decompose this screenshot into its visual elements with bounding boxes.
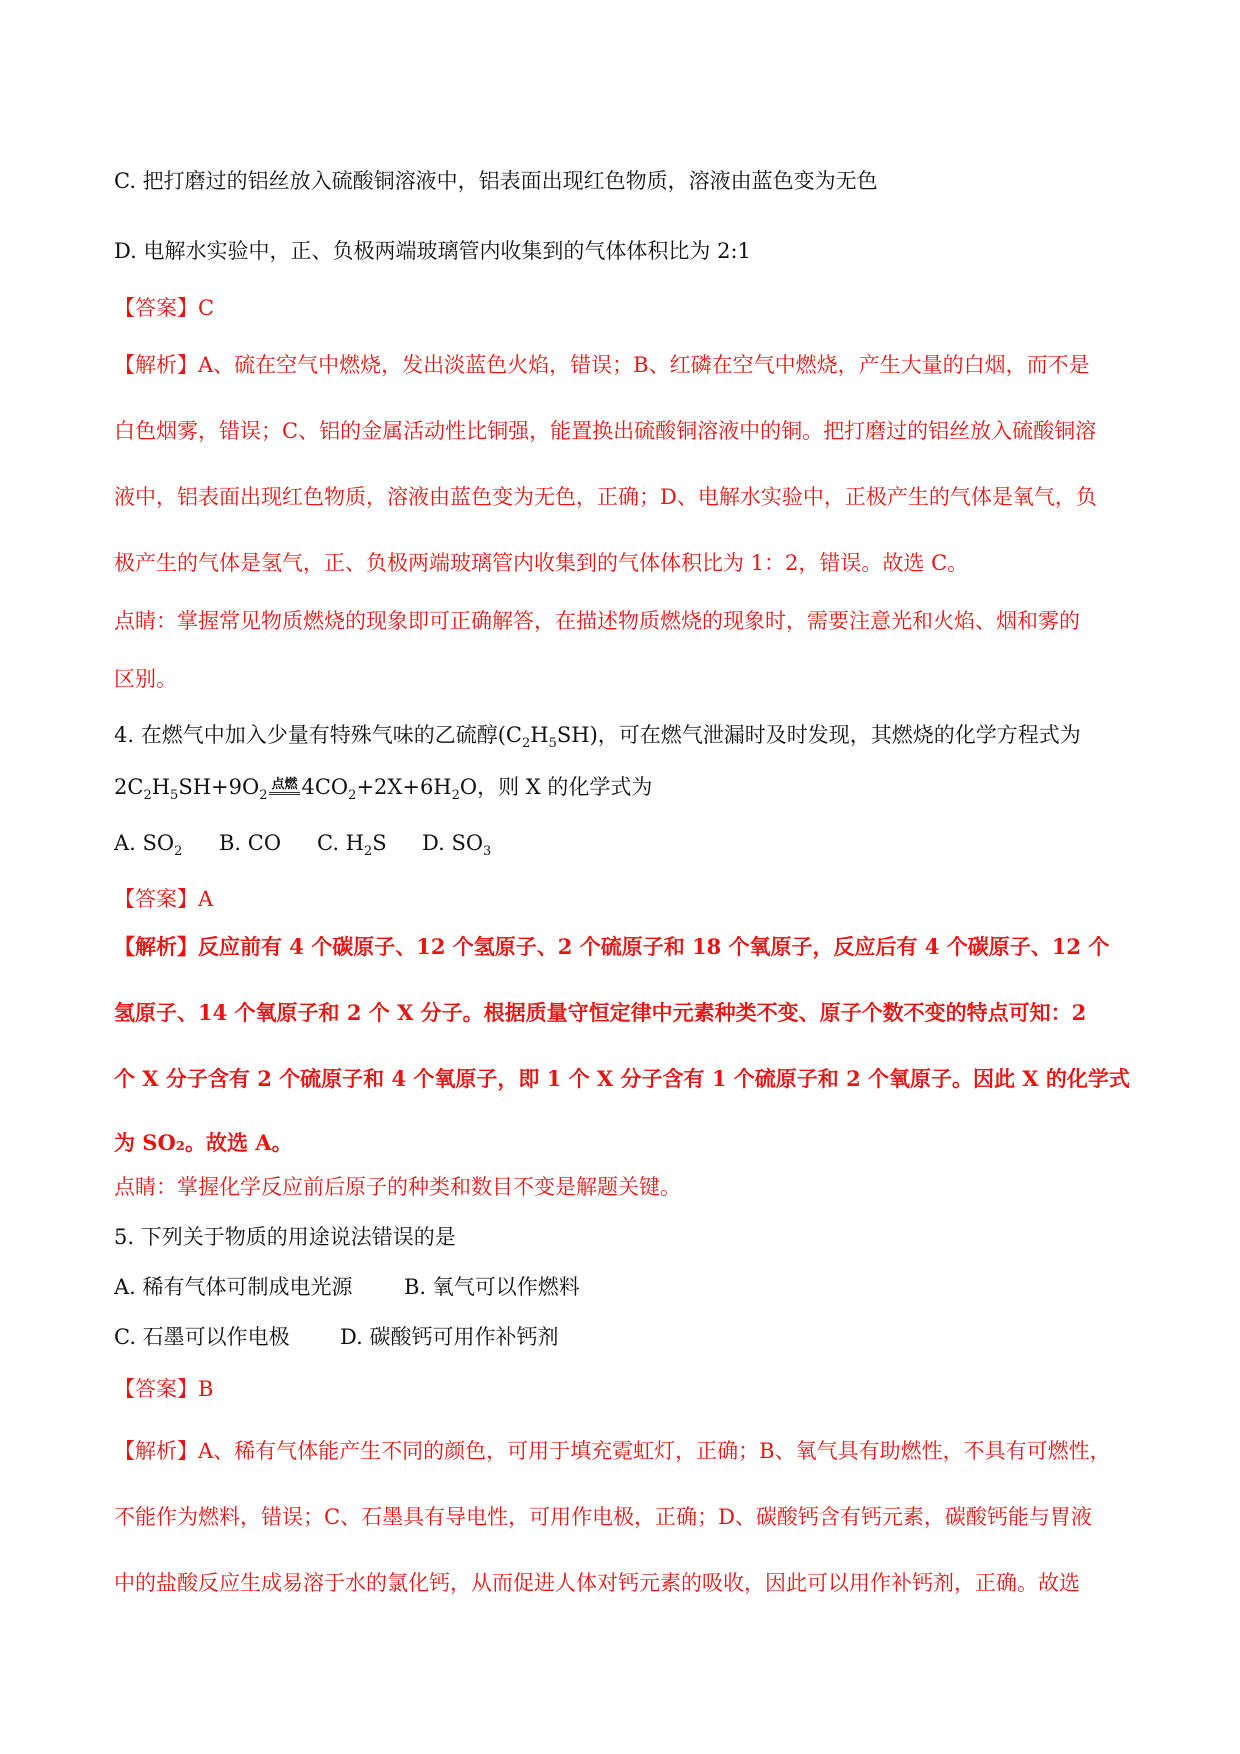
q4-analysis-line-2: 氢原子、14 个氧原子和 2 个 X 分子。根据质量守恒定律中元素种类不变、原子个数不变的特点可知：2: [114, 1000, 1087, 1025]
q3-answer: 【答案】C: [114, 296, 215, 320]
q5-stem: 5. 下列关于物质的用途说法错误的是: [114, 1225, 456, 1249]
q4-option-d: D. $SO_3$: [422, 831, 492, 860]
q5-analysis-line-1: 【解析】A、稀有气体能产生不同的颜色，可用于填充霓虹灯，正确；B、氧气具有助燃性，不具有可燃性，: [114, 1439, 1111, 1463]
q5-options-row-2: [114, 1322, 1134, 1352]
q5-option-d: D. 碳酸钙可用作补钙剂: [340, 1325, 559, 1349]
q5-option-b: B. 氧气可以作燃料: [404, 1275, 580, 1299]
q3-analysis-line-1: 【解析】A、硫在空气中燃烧，发出淡蓝色火焰，错误；B、红磷在空气中燃烧，产生大量的白烟，而不是: [114, 353, 1090, 377]
q5-answer: 【答案】B: [114, 1377, 214, 1401]
q4-option-a: A. $SO_2$: [114, 831, 183, 860]
q4-equation: $2C_2H_5SH+9O_2$点燃 $4CO_2+2X+6H_2O$，则 X 的化学式为: [114, 775, 653, 804]
q3-option-c: C. 把打磨过的铝丝放入硫酸铜溶液中，铝表面出现红色物质，溶液由蓝色变为无色: [114, 169, 878, 193]
q4-tip: 点睛：掌握化学反应前后原子的种类和数目不变是解题关键。: [114, 1175, 681, 1199]
q4-analysis-line-1: 【解析】反应前有 4 个碳原子、12 个氢原子、2 个硫原子和 18 个氧原子，反应后有 4 个碳原子、12 个: [114, 934, 1110, 959]
q4-analysis-line-3: 个 X 分子含有 2 个硫原子和 4 个氧原子，即 1 个 X 分子含有 1 个硫原子和 2 个氧原子。因此 X 的化学式: [114, 1066, 1130, 1091]
q5-analysis-line-2: 不能作为燃料，错误；C、石墨具有导电性，可用作电极，正确；D、碳酸钙含有钙元素，碳酸钙能与胃液: [114, 1505, 1092, 1529]
q3-option-d: D. 电解水实验中，正、负极两端玻璃管内收集到的气体体积比为 2:1: [114, 239, 751, 263]
q4-option-b: B. CO: [219, 831, 282, 855]
q3-analysis-line-4: 极产生的气体是氢气，正、负极两端玻璃管内收集到的气体体积比为 1：2，错误。故选 C。: [114, 551, 969, 575]
q5-options-row-1: [114, 1272, 1134, 1302]
q5-option-a: A. 稀有气体可制成电光源: [114, 1275, 353, 1299]
q4-answer: 【答案】A: [114, 887, 214, 911]
q3-analysis-line-3: 液中，铝表面出现红色物质，溶液由蓝色变为无色，正确；D、电解水实验中，正极产生的气体是氧气，负: [114, 485, 1097, 509]
q3-analysis-line-2: 白色烟雾，错误；C、铝的金属活动性比铜强，能置换出硫酸铜溶液中的铜。把打磨过的铝丝放入硫酸铜溶: [114, 419, 1097, 443]
reaction-condition: 点燃: [271, 777, 298, 792]
q3-tip-line-2: 区别。: [114, 667, 177, 691]
q3-tip-line-1: 点睛：掌握常见物质燃烧的现象即可正确解答，在描述物质燃烧的现象时，需要注意光和火焰、烟和雾的: [114, 609, 1080, 633]
q5-analysis-line-3: 中的盐酸反应生成易溶于水的氯化钙，从而促进人体对钙元素的吸收，因此可以用作补钙剂，正确。故选: [114, 1571, 1080, 1595]
q5-option-c: C. 石墨可以作电极: [114, 1325, 290, 1349]
q4-stem: 4. 在燃气中加入少量有特殊气味的乙硫醇$(C_2H_5SH)$，可在燃气泄漏时及时发现，其燃烧的化学方程式为: [114, 723, 1081, 752]
q4-option-c: C. $H_2S$: [317, 831, 387, 860]
q4-analysis-line-4: 为 SO₂。故选 A。: [114, 1130, 293, 1155]
q4-options: [114, 828, 1134, 867]
